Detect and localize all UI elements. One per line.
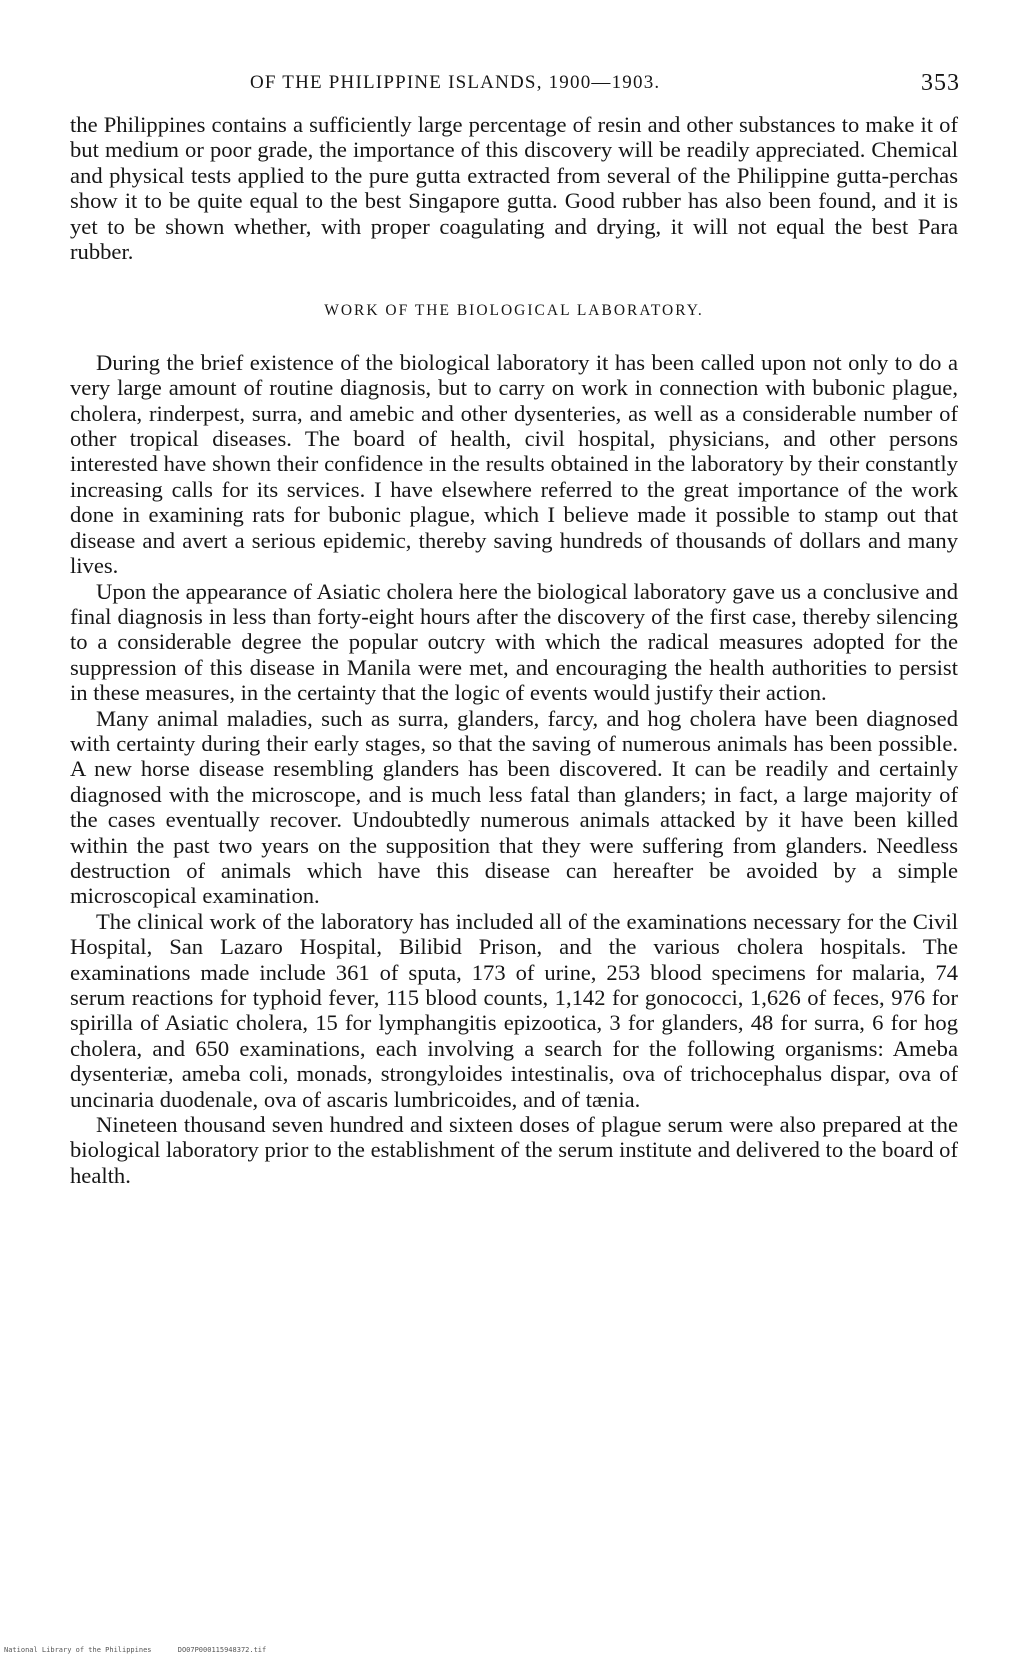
running-title: OF THE PHILIPPINE ISLANDS, 1900—1903.	[250, 72, 661, 93]
footer-file-id: DO07P000115948372.tif	[177, 1646, 267, 1654]
footer-library: National Library of the Philippines	[4, 1646, 152, 1654]
page-number: 353	[921, 70, 960, 96]
scan-footer	[4, 1646, 288, 1654]
paragraph-gutta-rubber: the Philippines contains a sufficiently large percentage of resin and other substances to make it of but medium or poor grade, the importance of this discovery will be readily appreciated. Chemical and physical tests applied to the pure gutta extracted from several of the Philippine gutta-perchas show it to be quite equal to the best Singapore gutta. Good rubber has also been found, and it is yet to be shown whether, with proper coagulating and drying, it will not equal the best Para rubber.	[70, 112, 958, 265]
paragraph-animal-maladies: Many animal maladies, such as surra, glanders, farcy, and hog cholera have been diagnosed with certainty during their early stages, so that the saving of numerous animals has been possible. A new horse disease resembling glanders has been discovered. It can be readily and certainly diagnosed with the microscope, and is much less fatal than glanders; in fact, a large majority of the cases eventually recover. Undoubtedly numerous animals attacked by it have been killed within the past two years on the supposition that they were suffering from glanders. Needless destruction of animals which have this disease can hereafter be avoided by a simple microscopical examination.	[70, 705, 958, 909]
running-head	[70, 72, 960, 102]
paragraph-asiatic-cholera: Upon the appearance of Asiatic cholera here the biological laboratory gave us a conclusive and final diagnosis in less than forty-eight hours after the discovery of the first case, thereby silencing to a considerable degree the popular outcry with which the radical measures adopted for the suppression of this disease in Manila were met, and encouraging the health authorities to persist in these measures, in the certainty that the logic of events would justify their action.	[70, 578, 958, 706]
body-text	[70, 112, 958, 1188]
paragraph-clinical-work: The clinical work of the laboratory has included all of the examinations necessary for the Civil Hospital, San Lazaro Hospital, Bilibid Prison, and the various cholera hospitals. The examinations made include 361 of sputa, 173 of urine, 253 blood specimens for malaria, 74 serum reactions for typhoid fever, 115 blood counts, 1,142 for gonococci, 1,626 of feces, 976 for spirilla of Asiatic cholera, 15 for lymphangitis epizootica, 3 for glanders, 48 for surra, 6 for hog cholera, and 650 examinations, each involving a search for the following organisms: Ameba dysenteriæ, ameba coli, monads, strongyloides intestinalis, ova of trichocephalus dispar, ova of uncinaria duodenale, ova of ascaris lumbricoides, and of tænia.	[70, 908, 958, 1112]
paragraph-laboratory-work: During the brief existence of the biological laboratory it has been called upon not only to do a very large amount of routine diagnosis, but to carry on work in connection with bubonic plague, cholera, rinderpest, surra, and amebic and other dysenteries, as well as a considerable number of other tropical diseases. The board of health, civil hospital, physicians, and other persons interested have shown their confidence in the results obtained in the laboratory by their constantly increasing calls for its services. I have elsewhere referred to the great importance of the work done in examining rats for bubonic plague, which I believe made it possible to stamp out that disease and avert a serious epidemic, thereby saving hundreds of thousands of dollars and many lives.	[70, 349, 958, 579]
paragraph-plague-serum: Nineteen thousand seven hundred and sixteen doses of plague serum were also prepared at the biological laboratory prior to the establishment of the serum institute and delivered to the board of health.	[70, 1112, 958, 1188]
section-heading: WORK OF THE BIOLOGICAL LABORATORY.	[324, 302, 704, 320]
